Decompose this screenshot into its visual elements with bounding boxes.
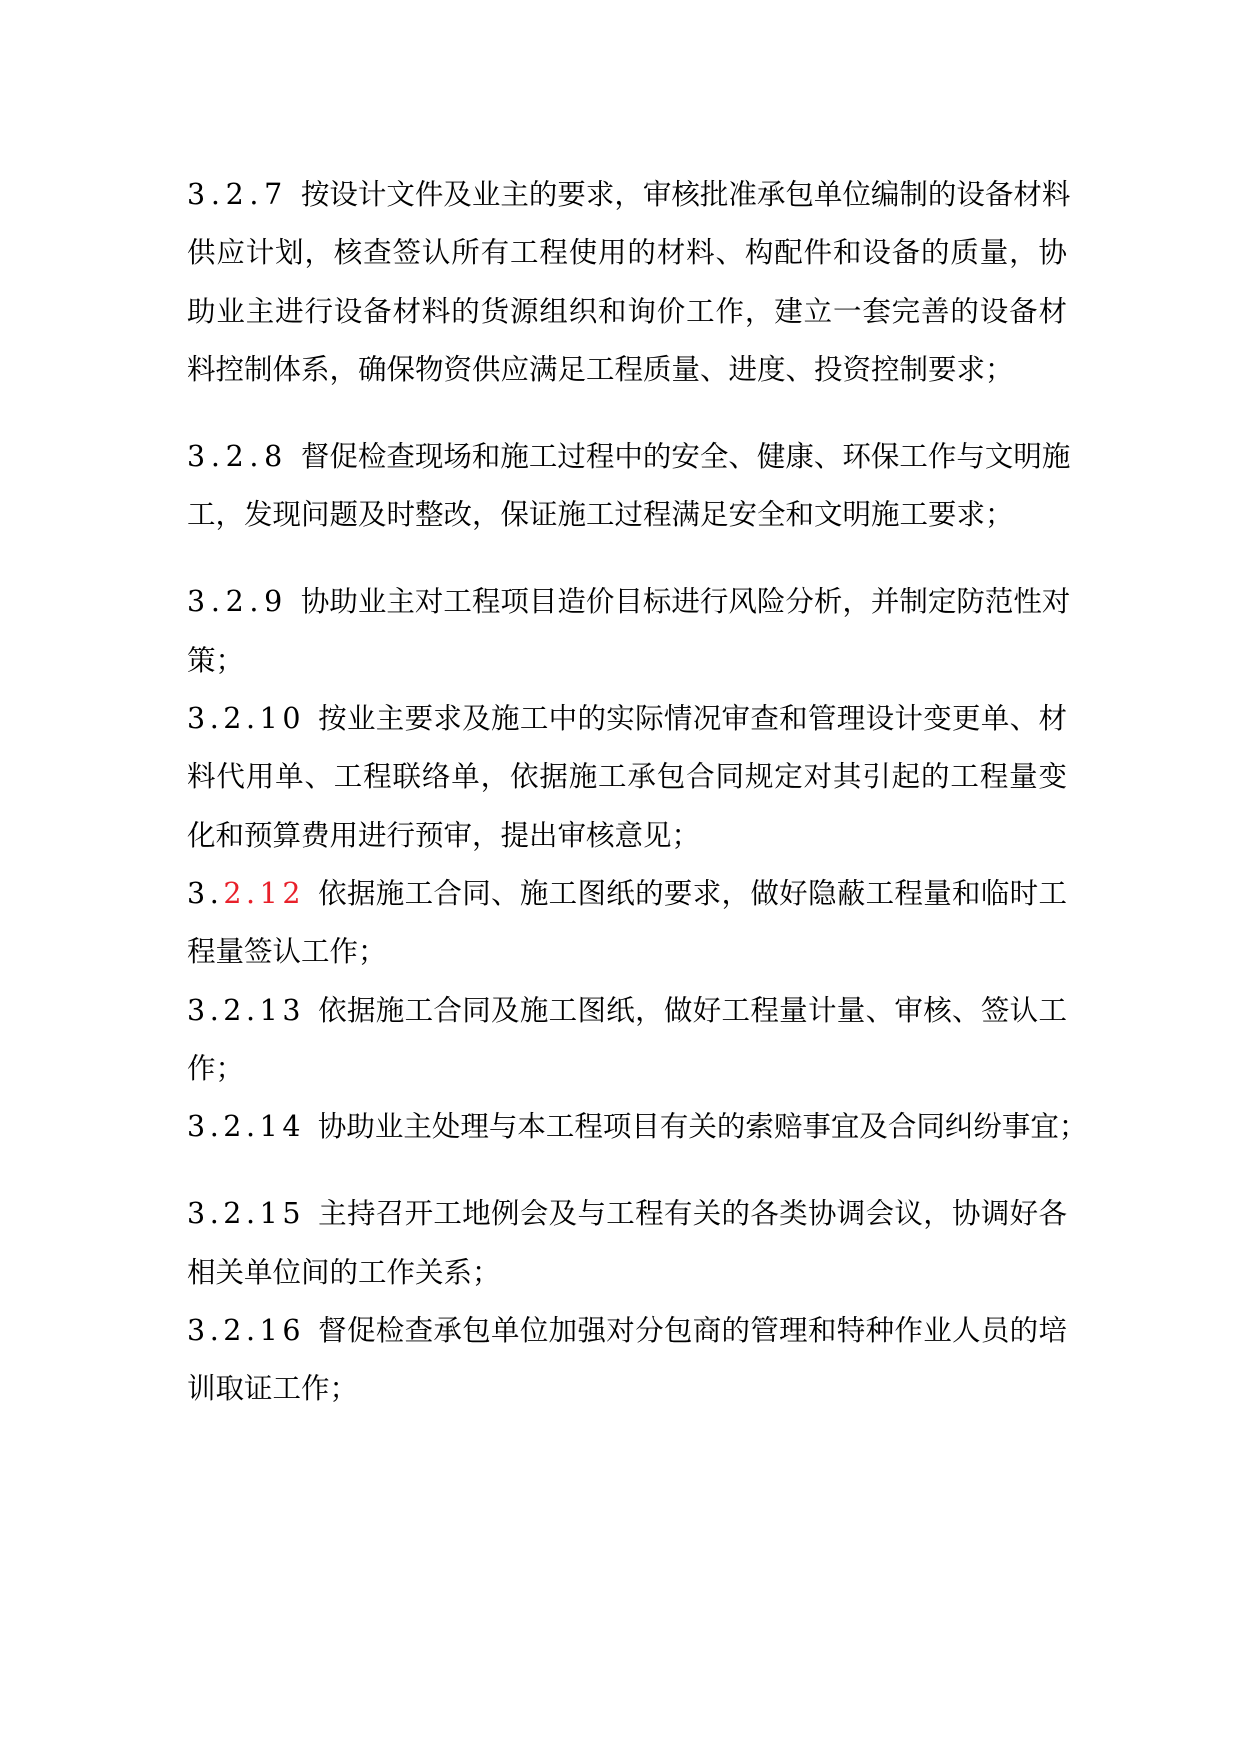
clause-line <box>187 1253 1067 1293</box>
clause-line <box>187 582 1071 622</box>
clause-text: 助业主进行设备材料的货源组织和询价工作，建立一套完善的设备材 <box>187 295 1067 328</box>
clause-text: 料代用单、工程联络单，依据施工承包合同规定对其引起的工程量变 <box>187 760 1067 793</box>
clause-number-prefix: 3. <box>187 877 224 910</box>
clause-text: 主持召开工地例会及与工程有关的各类协调会议，协调好各 <box>317 1197 1067 1230</box>
clause-line <box>187 699 1067 739</box>
clause-text: 按设计文件及业主的要求，审核批准承包单位编制的设备材料 <box>300 178 1071 211</box>
clause-text: 化和预算费用进行预审，提出审核意见； <box>187 819 701 852</box>
clause-line <box>187 437 1071 477</box>
clause-text: 依据施工合同、施工图纸的要求，做好隐蔽工程量和临时工 <box>317 877 1067 910</box>
clause-line <box>187 175 1071 215</box>
clause-number: 3.2.14 <box>187 1110 306 1143</box>
clause-line <box>187 233 1067 273</box>
clause-text: 协助业主处理与本工程项目有关的索赔事宜及合同纠纷事宜； <box>317 1110 1088 1143</box>
clause-number: 3.2.7 <box>187 178 289 211</box>
clause-number: 3.2.9 <box>187 585 289 618</box>
clause-line <box>187 1311 1067 1351</box>
clause-text: 料控制体系，确保物资供应满足工程质量、进度、投资控制要求； <box>187 353 1014 386</box>
clause-text: 作； <box>187 1052 245 1085</box>
clause-number: 3.2.8 <box>187 440 289 473</box>
clause-text: 督促检查承包单位加强对分包商的管理和特种作业人员的培 <box>317 1314 1067 1347</box>
clause-line <box>187 1107 1088 1147</box>
clause-line <box>187 1194 1067 1234</box>
clause-line <box>187 991 1067 1031</box>
clause-text: 依据施工合同及施工图纸，做好工程量计量、审核、签认工 <box>317 994 1067 1027</box>
clause-text: 供应计划，核查签认所有工程使用的材料、构配件和设备的质量，协 <box>187 236 1067 269</box>
clause-text: 按业主要求及施工中的实际情况审查和管理设计变更单、材 <box>317 702 1067 735</box>
clause-number: 3.2.10 <box>187 702 306 735</box>
clause-line <box>187 292 1067 332</box>
clause-number: 3.2.13 <box>187 994 306 1027</box>
clause-text: 督促检查现场和施工过程中的安全、健康、环保工作与文明施 <box>300 440 1071 473</box>
clause-text: 程量签认工作； <box>187 935 387 968</box>
clause-line <box>187 641 1067 681</box>
clause-line <box>187 350 1067 390</box>
clause-line <box>187 874 1067 914</box>
clause-number: 3.2.15 <box>187 1197 306 1230</box>
clause-text: 训取证工作； <box>187 1372 359 1405</box>
clause-line <box>187 816 1067 856</box>
clause-text: 协助业主对工程项目造价目标进行风险分析，并制定防范性对 <box>300 585 1071 618</box>
clause-line <box>187 932 1067 972</box>
clause-number: 3.2.16 <box>187 1314 306 1347</box>
clause-number-highlight: 2.12 <box>223 877 306 910</box>
clause-line <box>187 757 1067 797</box>
clause-text: 策； <box>187 644 245 677</box>
clause-text: 工，发现问题及时整改，保证施工过程满足安全和文明施工要求； <box>187 498 1014 531</box>
clause-text: 相关单位间的工作关系； <box>187 1256 501 1289</box>
clause-line <box>187 1049 1067 1089</box>
clause-line <box>187 1369 1067 1409</box>
clause-line <box>187 495 1067 535</box>
